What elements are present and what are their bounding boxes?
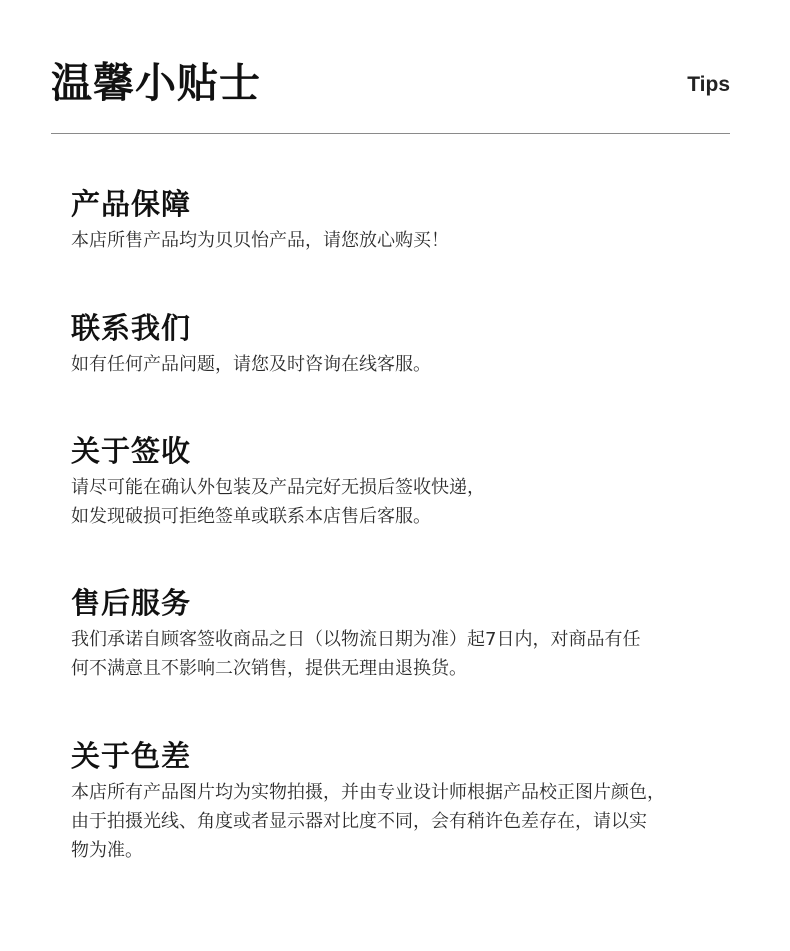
section-contact-us [71,310,721,379]
section-body [71,226,721,255]
header [51,58,730,108]
section-product-guarantee [71,186,721,255]
section-body [71,350,721,379]
section-text-line: 何不满意且不影响二次销售，提供无理由退换货。 [71,658,467,679]
section-body [71,473,721,531]
section-after-sales [71,585,721,683]
section-body [71,625,721,683]
section-title: 关于色差 [71,739,192,773]
page-title: 温馨小贴士 [51,59,261,107]
tips-label: Tips [687,73,730,96]
section-text-line: 如发现破损可拒绝签单或联系本店售后客服。 [71,506,431,527]
section-body [71,778,721,865]
section-text-line: 由于拍摄光线、角度或者显示器对比度不同，会有稍许色差存在，请以实 [71,811,647,832]
section-title: 售后服务 [71,586,192,620]
section-text-line: 本店所有产品图片均为实物拍摄，并由专业设计师根据产品校正图片颜色， [71,782,665,803]
section-title: 关于签收 [71,434,192,468]
section-text-line: 请尽可能在确认外包装及产品完好无损后签收快递， [71,477,485,498]
section-text-line: 物为准。 [71,840,143,861]
section-text-line: 如有任何产品问题，请您及时咨询在线客服。 [71,354,431,375]
section-delivery-signing [71,433,721,531]
section-text-line: 本店所售产品均为贝贝怡产品，请您放心购买！ [71,230,449,251]
section-text-line: 我们承诺自顾客签收商品之日（以物流日期为准）起7日内，对商品有任 [71,629,641,650]
section-title: 产品保障 [71,187,192,221]
section-color-difference [71,738,721,865]
header-divider [51,133,730,134]
section-title: 联系我们 [71,311,192,345]
